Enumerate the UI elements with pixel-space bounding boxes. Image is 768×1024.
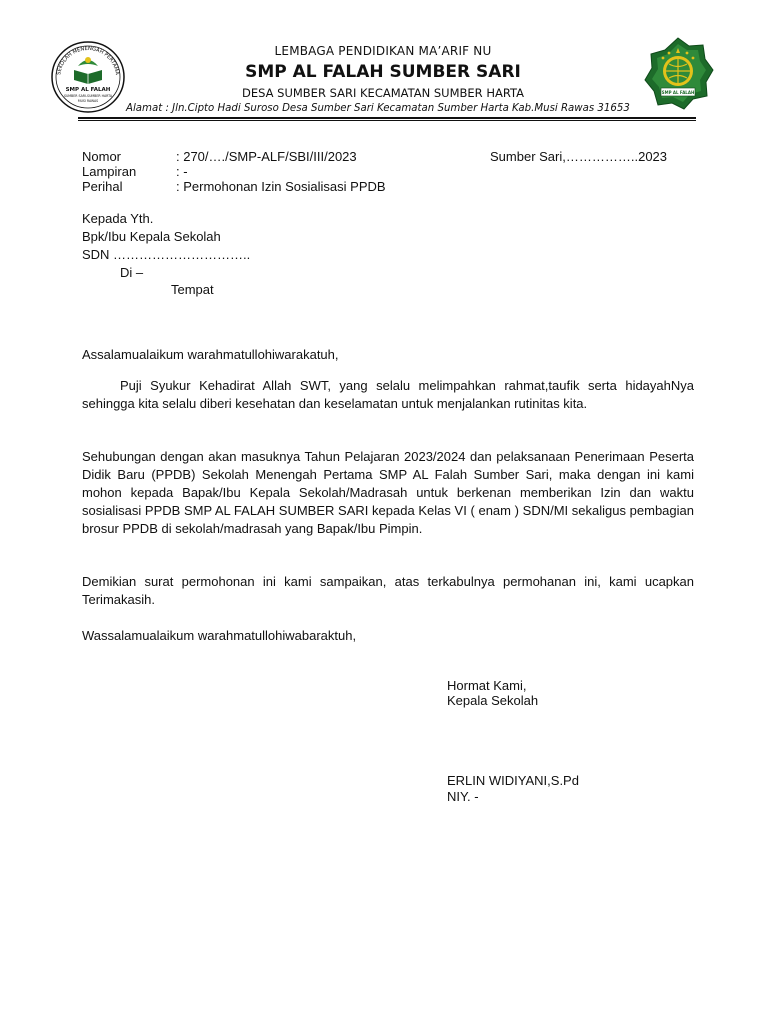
signatory-niy: NIY. - (447, 789, 479, 804)
logo-name-text: SMP AL FALAH (65, 87, 111, 93)
lampiran-label: Lampiran (82, 164, 137, 179)
nomor-label: Nomor (82, 149, 122, 164)
logo-arc-text: SEKOLAH MENENGAH PERTAMA (56, 45, 120, 76)
region-line: DESA SUMBER SARI KECAMATAN SUMBER HARTA (242, 86, 524, 100)
perihal-value: : Permohonan Izin Sosialisasi PPDB (176, 179, 386, 194)
recipient-line3: SDN ………………………….. (82, 247, 251, 262)
recipient-line4: Di – (120, 265, 144, 280)
signature-position: Kepala Sekolah (447, 693, 539, 708)
emblem-banner-text: SMP AL FALAH (661, 90, 695, 95)
logo-line1-text: SUMBER SARI-SUMBER HARTA (63, 94, 113, 98)
perihal-label: Perihal (82, 179, 123, 194)
signature-regards: Hormat Kami, (447, 678, 527, 693)
greeting: Assalamualaikum warahmatullohiwarakatuh, (82, 347, 339, 362)
lampiran-value: : - (176, 164, 188, 179)
signatory-name: ERLIN WIDIYANI,S.Pd (447, 773, 579, 788)
header-divider (78, 117, 696, 119)
paragraph-3: Demikian surat permohonan ini kami sampaikan, atas terkabulnya permohanan ini, kami ucapkan Terimakasih. (82, 574, 694, 607)
closing: Wassalamualaikum warahmatullohiwabaraktuh, (82, 628, 357, 643)
recipient-line5: Tempat (171, 282, 214, 297)
recipient-line1: Kepada Yth. (82, 211, 154, 226)
address-line: Alamat : Jln.Cipto Hadi Suroso Desa Sumber Sari Kecamatan Sumber Harta Kab.Musi Rawas 31653 (126, 103, 630, 114)
paragraph-1: Puji Syukur Kehadirat Allah SWT, yang selalu melimpahkan rahmat,taufik serta hidayahNya sehingga kita selalu diberi kesehatan dan keselamatan untuk menjalankan rutinitas kita. (82, 378, 694, 411)
logo-line2-text: MUSI RAWAS (77, 99, 99, 103)
header-divider-thin (78, 120, 696, 121)
recipient-line2: Bpk/Ibu Kepala Sekolah (82, 229, 221, 244)
institution-name: LEMBAGA PENDIDIKAN MA’ARIF NU (274, 44, 492, 58)
school-name: SMP AL FALAH SUMBER SARI (245, 62, 521, 82)
nomor-value: : 270/…./SMP-ALF/SBI/III/2023 (176, 149, 357, 164)
paragraph-2: Sehubungan dengan akan masuknya Tahun Pelajaran 2023/2024 dan pelaksanaan Penerimaan Peserta Didik Baru (PPDB) Sekolah Menengah Pertama SMP AL Falah Sumber Sari, maka dengan ini kami mohon kepada Bapak/Ibu Kepala Sekolah/Madrasah untuk berkenan memberikan Izin dan waktu sosialisasi PPDB SMP AL FALAH SUMBER SARI kepada Kelas VI ( enam ) SDN/MI sekaligus pembagian brosur PPDB di sekolah/madrasah yang Bapak/Ibu Pimpin. (82, 449, 694, 536)
letterhead (0, 0, 768, 120)
place-date: Sumber Sari,……………..2023 (490, 149, 668, 164)
madrasah-emblem (641, 36, 715, 112)
school-logo (50, 40, 126, 114)
